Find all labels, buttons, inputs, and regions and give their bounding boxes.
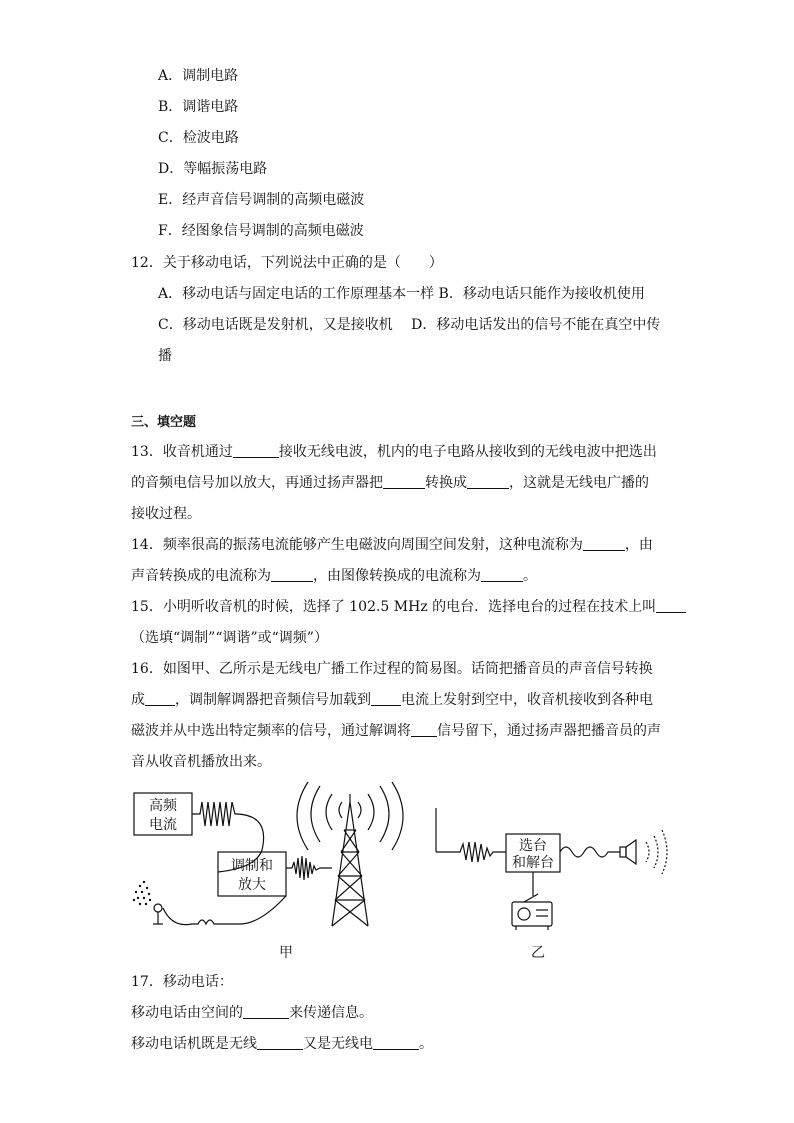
modulator-box-label-2: 放大 bbox=[238, 877, 266, 893]
microphone-cable bbox=[163, 896, 286, 925]
received-wave bbox=[436, 842, 506, 862]
q17-blank-2 bbox=[257, 1035, 303, 1050]
q11-option-f: F．经图象信号调制的高频电磁波 bbox=[158, 223, 364, 239]
audio-wave bbox=[560, 847, 620, 857]
q13-line3: 接收过程。 bbox=[131, 506, 201, 522]
q12-stem: 12．关于移动电话，下列说法中正确的是（ ） bbox=[131, 255, 443, 271]
q16-line3: 磁波并从中选出特定频率的信号，通过解调将 信号留下，通过扬声器把播音员的声 bbox=[131, 723, 661, 739]
q17-line1: 17．移动电话： bbox=[131, 974, 233, 990]
tuner-box-label-2: 和解台 bbox=[512, 855, 554, 871]
sound-arcs bbox=[646, 830, 667, 874]
q15-line2: （选填“调制”“调谐”或“调频”） bbox=[131, 630, 328, 646]
q11-option-e: E．经声音信号调制的高频电磁波 bbox=[158, 192, 365, 208]
q14-blank-1 bbox=[583, 536, 625, 551]
q14-line1: 14．频率很高的振荡电流能够产生电磁波向周围空间发射，这种电流称为 ，由 bbox=[131, 537, 653, 553]
q16-line1: 16．如图甲、乙所示是无线电广播工作过程的简易图。话筒把播音员的声音信号转换 bbox=[131, 661, 653, 677]
q14-line2: 声音转换成的电流称为 ，由图像转换成的电流称为 。 bbox=[131, 568, 537, 584]
q16-line2: 成 ，调制解调器把音频信号加载到 电流上发射到空中，收音机接收到各种电 bbox=[131, 692, 653, 708]
q17-line2: 移动电话由空间的 来传递信息。 bbox=[131, 1005, 373, 1021]
q16-blank-2 bbox=[371, 691, 401, 706]
q13-blank-3 bbox=[467, 474, 509, 489]
q16-line4: 音从收音机播放出来。 bbox=[131, 754, 271, 770]
q11-option-a: A．调制电路 bbox=[158, 68, 239, 84]
hf-box-label-2: 电流 bbox=[149, 817, 177, 833]
q17-blank-3 bbox=[373, 1035, 419, 1050]
figure-caption-a: 甲 bbox=[279, 945, 293, 961]
q13-line1: 13．收音机通过 接收无线电波，机内的电子电路从接收到的无线电波中把选出 bbox=[131, 444, 657, 460]
speaker-icon bbox=[620, 840, 636, 864]
figure-caption-b: 乙 bbox=[531, 945, 545, 961]
q16-blank-3 bbox=[411, 722, 437, 737]
modulated-wave bbox=[286, 856, 332, 880]
q13-line2: 的音频电信号加以放大，再通过扬声器把 转换成 ，这就是无线电广播的 bbox=[131, 475, 649, 491]
radio-broadcast-diagram bbox=[120, 780, 680, 965]
q17-blank-1 bbox=[243, 1004, 289, 1019]
q11-option-d: D．等幅振荡电路 bbox=[158, 161, 268, 177]
q15-blank bbox=[656, 598, 686, 613]
q12-options-line1: A．移动电话与固定电话的工作原理基本一样 B．移动电话只能作为接收机使用 bbox=[158, 286, 645, 302]
q12-options-line3: 播 bbox=[158, 348, 172, 364]
modulator-box-label-1: 调制和 bbox=[231, 858, 273, 874]
q13-blank-1 bbox=[233, 443, 279, 458]
microphone-icon bbox=[153, 904, 163, 924]
section-heading-fill-in: 三、填空题 bbox=[131, 415, 197, 430]
transmitter-tower-icon bbox=[332, 794, 368, 926]
radio-receiver-icon bbox=[512, 894, 552, 930]
q17-line3: 移动电话机既是无线 又是无线电 。 bbox=[131, 1036, 433, 1052]
voice-sound-dots bbox=[133, 881, 151, 905]
hf-box-label-1: 高频 bbox=[149, 798, 177, 814]
q12-options-line2: C．移动电话既是发射机，又是接收机 D．移动电话发出的信号不能在真空中传 bbox=[158, 317, 661, 333]
q11-option-b: B．调谐电路 bbox=[158, 99, 239, 115]
high-frequency-wave bbox=[192, 802, 238, 826]
q13-blank-2 bbox=[383, 474, 425, 489]
tuner-box-label-1: 选台 bbox=[519, 838, 547, 854]
q15-line1: 15．小明听收音机的时候，选择了 102.5 MHz 的电台．选择电台的过程在技术上叫 bbox=[131, 597, 686, 617]
q14-blank-2 bbox=[271, 567, 313, 582]
q14-blank-3 bbox=[481, 567, 523, 582]
q16-blank-1 bbox=[145, 691, 175, 706]
q11-option-c: C．检波电路 bbox=[158, 130, 239, 146]
